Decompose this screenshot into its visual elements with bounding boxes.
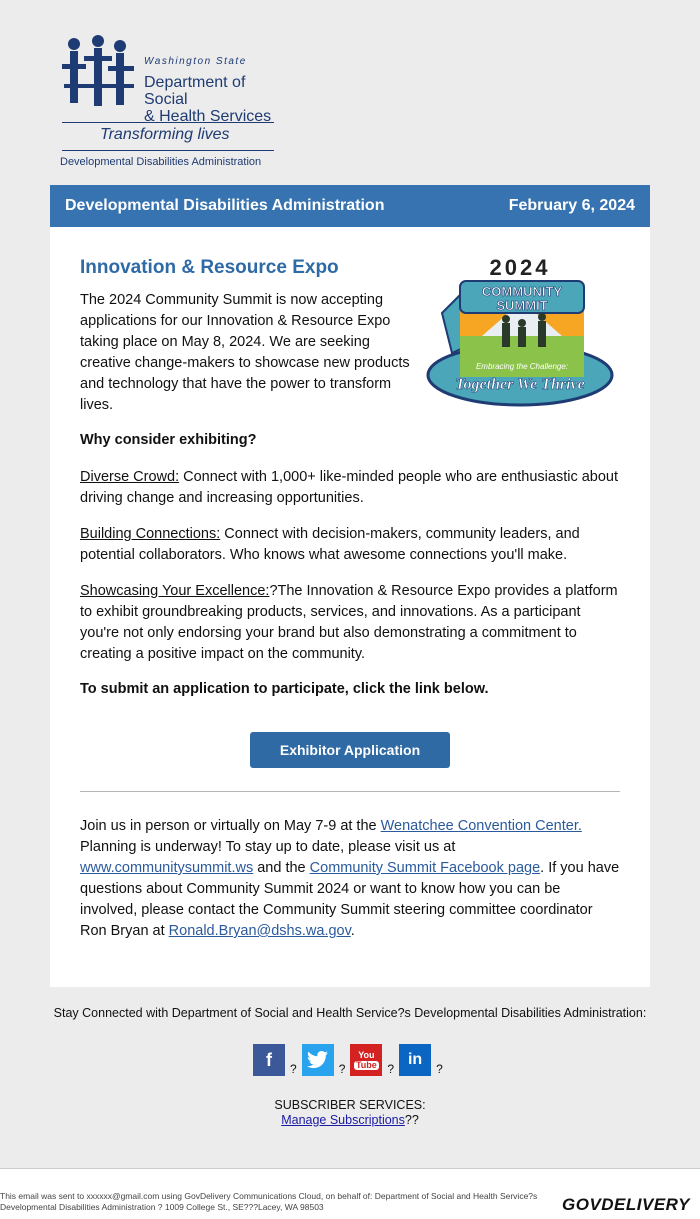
stay-connected-text: Stay Connected with Department of Social and Health Service?s Developmental Disabilities Administration: bbox=[53, 1006, 647, 1020]
logo-divider-bottom bbox=[62, 150, 274, 151]
join-text-5: . bbox=[350, 923, 355, 939]
summit-line1: COMMUNITY bbox=[481, 284, 563, 299]
diverse-crowd-text: Connect with 1,000+ like-minded people who are enthusiastic about driving change and increasing opportunities. bbox=[80, 469, 619, 506]
social-separator: ? bbox=[290, 1062, 297, 1076]
youtube-icon[interactable] bbox=[350, 1044, 382, 1076]
join-text-2: Planning is underway! To stay up to date, please visit us at bbox=[80, 839, 456, 855]
diverse-crowd-paragraph bbox=[80, 467, 620, 509]
youtube-label-top: You bbox=[358, 1049, 375, 1060]
email-link[interactable]: Ronald.Bryan@dshs.wa.gov bbox=[168, 923, 351, 939]
banner-date: February 6, 2024 bbox=[508, 197, 635, 214]
logo-department bbox=[144, 74, 280, 125]
footer bbox=[0, 1168, 700, 1219]
building-connections-paragraph bbox=[80, 524, 620, 566]
communitysummit-link[interactable]: www.communitysummit.ws bbox=[80, 860, 254, 876]
subscriber-services-label: SUBSCRIBER SERVICES: bbox=[274, 1098, 426, 1112]
linkedin-icon[interactable]: in bbox=[399, 1044, 431, 1076]
logo-subunit: Developmental Disabilities Administration bbox=[60, 156, 262, 168]
dshs-logo bbox=[60, 34, 280, 174]
section-divider bbox=[80, 791, 620, 792]
summit-line2: SUMMIT bbox=[496, 298, 548, 313]
banner-title: Developmental Disabilities Administration bbox=[65, 197, 385, 214]
content-card bbox=[50, 227, 650, 987]
exhibitor-application-button[interactable]: Exhibitor Application bbox=[250, 732, 450, 768]
building-connections-label: Building Connections: bbox=[80, 526, 221, 542]
join-paragraph bbox=[80, 816, 620, 942]
summit-year: 2024 bbox=[489, 255, 551, 280]
showcasing-text: ?The Innovation & Resource Expo provides a platform to exhibit groundbreaking products, services, and innovations. As a participant you're not only endorsing your brand but also demonstrating a commitment to creating a positive impact on the community. bbox=[80, 583, 618, 662]
why-heading: Why consider exhibiting? bbox=[80, 432, 257, 448]
facebook-page-link[interactable]: Community Summit Facebook page bbox=[309, 860, 541, 876]
community-summit-logo bbox=[422, 253, 618, 413]
wenatchee-link[interactable]: Wenatchee Convention Center. bbox=[380, 818, 582, 834]
twitter-icon[interactable] bbox=[302, 1044, 334, 1076]
article-intro: The 2024 Community Summit is now accepting applications for our Innovation & Resource Expo taking place on May 8, 2024. We are seeking creative change-makers to showcase new products and technology that have the power to transform lives. bbox=[80, 292, 410, 413]
header-banner bbox=[50, 185, 650, 227]
diverse-crowd-label: Diverse Crowd: bbox=[80, 469, 180, 485]
submit-instruction: To submit an application to participate, click the link below. bbox=[80, 681, 489, 697]
showcasing-paragraph bbox=[80, 581, 620, 665]
govdelivery-logo: GOVDELIVERY bbox=[562, 1195, 690, 1214]
footer-text: This email was sent to xxxxxx@gmail.com using GovDelivery Communications Cloud, on behalf of: Department of Social and Health Service?s Developmental Disabilities Administration ? 1009 College St., SE???Lacey, WA 98503 bbox=[0, 1191, 538, 1212]
logo-divider-top bbox=[62, 122, 274, 123]
showcasing-label: Showcasing Your Excellence: bbox=[80, 583, 270, 599]
summit-subtitle: Embracing the Challenge: bbox=[475, 362, 569, 371]
social-separator: ? bbox=[387, 1062, 395, 1076]
manage-suffix: ?? bbox=[404, 1113, 419, 1127]
summit-motto: Together We Thrive bbox=[455, 376, 585, 393]
dshs-figures-icon bbox=[60, 34, 140, 114]
building-connections-text: Connect with decision-makers, community leaders, and potential collaborators. Who knows what awesome connections you'll make. bbox=[80, 526, 580, 563]
youtube-label-bottom: Tube bbox=[355, 1059, 377, 1070]
social-links bbox=[253, 1041, 448, 1076]
article-heading: Innovation & Resource Expo bbox=[80, 257, 339, 278]
logo-state: Washington State bbox=[144, 56, 247, 67]
twitter-bird-icon bbox=[307, 1051, 329, 1069]
facebook-icon[interactable]: f bbox=[253, 1044, 285, 1076]
logo-dept-line2: & Health Services bbox=[144, 108, 272, 125]
join-text-3: and the bbox=[253, 860, 310, 876]
manage-subscriptions-link[interactable]: Manage Subscriptions bbox=[281, 1113, 405, 1127]
manage-row bbox=[0, 1113, 700, 1127]
join-text-4: . If you have questions about Community Summit 2024 or want to know how you can be involved, please contact the Community Summit steering committee coordinator Ron Bryan at bbox=[80, 860, 620, 939]
logo-tagline: Transforming lives bbox=[100, 126, 230, 143]
logo-dept-line1: Department of Social bbox=[144, 74, 246, 108]
join-text-1: Join us in person or virtually on May 7-9 at the bbox=[80, 818, 381, 834]
social-separator: ? bbox=[338, 1062, 346, 1076]
social-separator: ? bbox=[436, 1062, 443, 1076]
